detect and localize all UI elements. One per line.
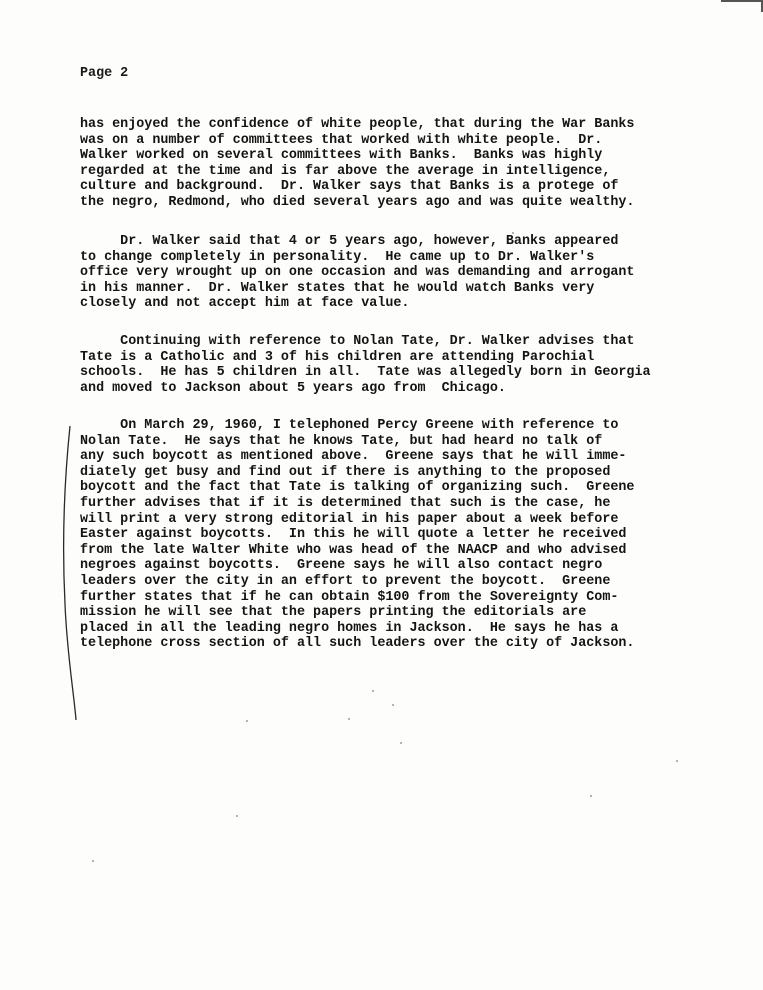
text-line: further advises that if it is determined that such is the case, he <box>80 495 611 511</box>
paragraph-1 <box>80 117 720 211</box>
paragraph-3 <box>80 334 720 396</box>
paragraph-4 <box>80 418 720 652</box>
text-line: and moved to Jackson about 5 years ago from Chicago. <box>80 380 506 396</box>
scan-speck <box>92 860 94 862</box>
text-line: regarded at the time and is far above the average in intelligence, <box>80 163 611 179</box>
text-line: Easter against boycotts. In this he will quote a letter he received <box>80 527 627 543</box>
text-line: On March 29, 1960, I telephoned Percy Greene with reference to <box>80 418 619 433</box>
scan-speck <box>348 718 350 720</box>
scan-speck <box>372 690 374 692</box>
text-line: in his manner. Dr. Walker states that he would watch Banks very <box>80 280 595 296</box>
handwritten-margin-bracket <box>56 424 86 724</box>
text-line: negroes against boycotts. Greene says he will also contact negro <box>80 558 603 574</box>
text-line: will print a very strong editorial in his paper about a week before <box>80 511 619 527</box>
scan-speck <box>512 232 514 234</box>
scan-speck <box>246 720 248 722</box>
page-corner-mark <box>721 0 763 12</box>
text-line: from the late Walter White who was head of the NAACP and who advised <box>80 542 627 558</box>
text-line: office very wrought up on one occasion and was demanding and arrogant <box>80 265 635 281</box>
text-line: has enjoyed the confidence of white people, that during the War Banks <box>80 117 635 132</box>
text-line: was on a number of committees that worked with white people. Dr. <box>80 132 603 148</box>
text-line: Continuing with reference to Nolan Tate, Dr. Walker advises that <box>80 334 635 349</box>
scan-speck <box>400 742 402 744</box>
text-line: mission he will see that the papers printing the editorials are <box>80 605 587 621</box>
paragraph-2 <box>80 234 720 312</box>
text-line: to change completely in personality. He came up to Dr. Walker's <box>80 249 595 265</box>
text-line: Nolan Tate. He says that he knows Tate, but had heard no talk of <box>80 433 603 449</box>
text-line: diately get busy and find out if there is anything to the proposed <box>80 464 611 480</box>
text-line: Dr. Walker said that 4 or 5 years ago, however, Banks appeared <box>80 234 619 249</box>
scan-speck <box>236 815 238 817</box>
text-line: placed in all the leading negro homes in Jackson. He says he has a <box>80 620 619 636</box>
text-line: closely and not accept him at face value. <box>80 296 410 312</box>
text-line: any such boycott as mentioned above. Greene says that he will imme- <box>80 449 627 465</box>
scan-speck <box>676 760 678 762</box>
text-line: the negro, Redmond, who died several years ago and was quite wealthy. <box>80 194 635 210</box>
text-line: schools. He has 5 children in all. Tate was allegedly born in Georgia <box>80 365 651 381</box>
text-line: leaders over the city in an effort to prevent the boycott. Greene <box>80 573 611 589</box>
text-line: Walker worked on several committees with Banks. Banks was highly <box>80 148 603 164</box>
text-line: telephone cross section of all such leaders over the city of Jackson. <box>80 636 635 652</box>
page-number: Page 2 <box>80 66 129 81</box>
scan-speck <box>392 704 394 706</box>
text-line: culture and background. Dr. Walker says that Banks is a protege of <box>80 179 619 195</box>
text-line: Tate is a Catholic and 3 of his children are attending Parochial <box>80 349 595 365</box>
scan-speck <box>590 795 592 797</box>
text-line: boycott and the fact that Tate is talking of organizing such. Greene <box>80 480 635 496</box>
text-line: further states that if he can obtain $100 from the Sovereignty Com- <box>80 589 619 605</box>
